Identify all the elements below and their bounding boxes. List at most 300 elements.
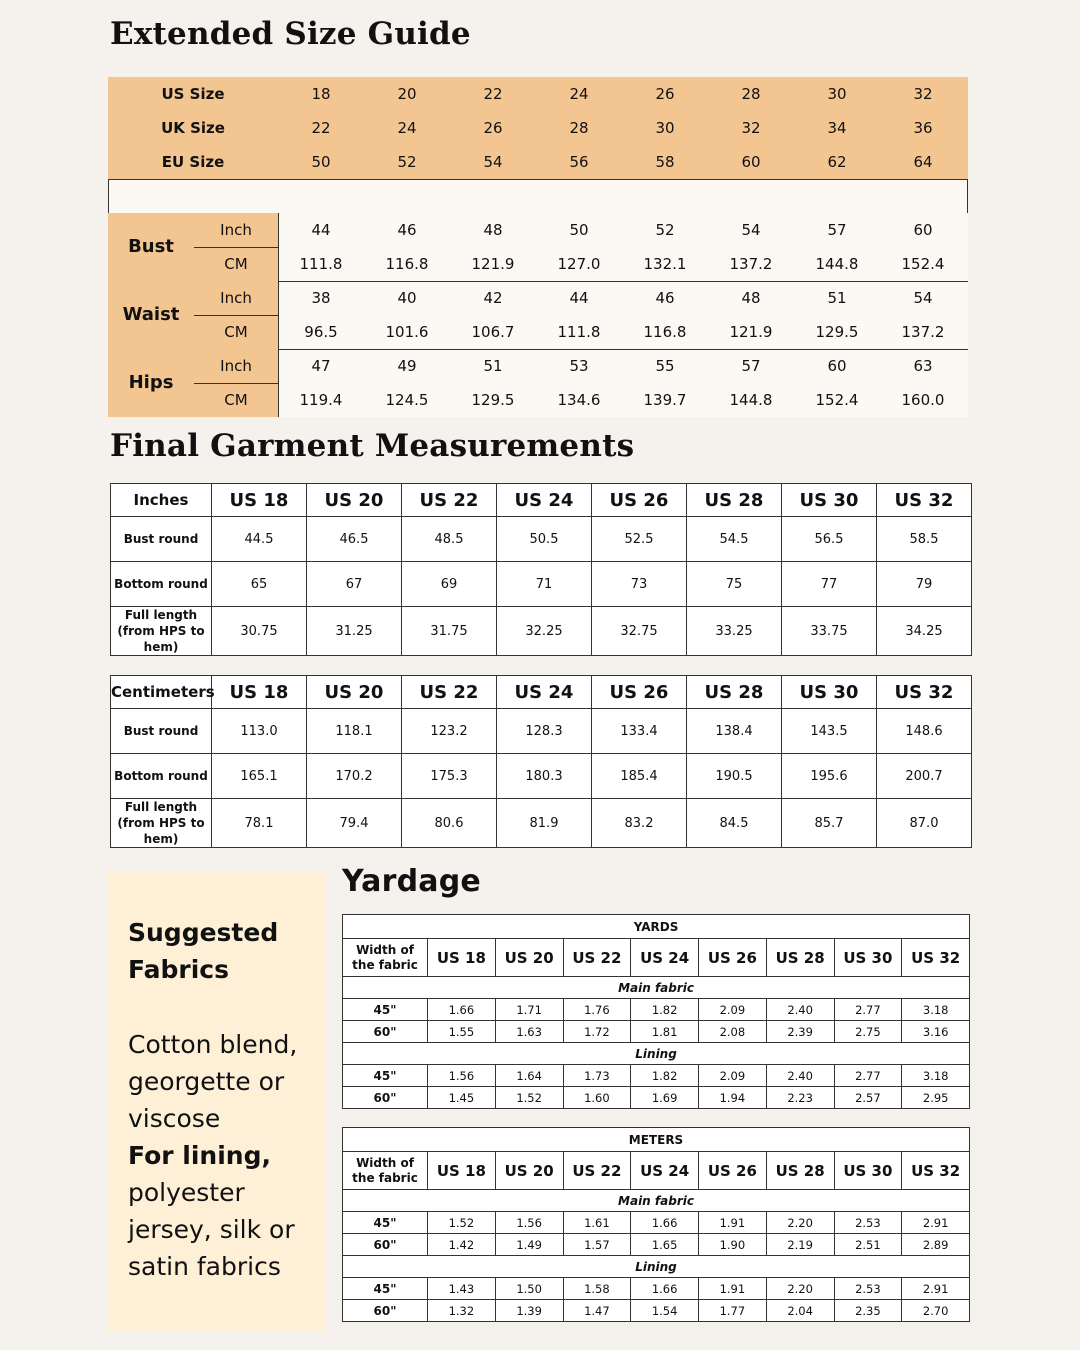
measurement-cell: 170.2 [307, 754, 402, 799]
measurement-cell: 65 [212, 562, 307, 607]
unit-label: Centimeters [111, 676, 212, 709]
measurement-cell: 85.7 [782, 799, 877, 848]
yardage-cell: 1.73 [563, 1065, 631, 1087]
size-column-header: US 26 [699, 1152, 767, 1190]
measurement-cell: 30.75 [212, 607, 307, 656]
width-label: Width of the fabric [343, 1152, 428, 1190]
yardage-cell: 1.82 [631, 1065, 699, 1087]
yardage-cell: 1.50 [495, 1278, 563, 1300]
measure-value: 46 [397, 221, 417, 239]
measurement-cell: 33.75 [782, 607, 877, 656]
measurement-cell: 48.5 [402, 517, 497, 562]
table-row [343, 1234, 970, 1256]
yardage-cell: 2.75 [834, 1021, 902, 1043]
yardage-cell: 2.51 [834, 1234, 902, 1256]
yardage-cell: 1.56 [495, 1212, 563, 1234]
measure-value: 116.8 [385, 255, 429, 273]
measurement-cell: 190.5 [687, 754, 782, 799]
section-label: Lining [343, 1256, 970, 1278]
fabric-width: 60" [343, 1300, 428, 1322]
measure-divider [278, 349, 968, 350]
table-row [111, 562, 972, 607]
yardage-cell: 2.53 [834, 1212, 902, 1234]
measurement-cell: 143.5 [782, 709, 877, 754]
measure-value: 127.0 [557, 255, 601, 273]
measure-value: 52 [655, 221, 675, 239]
yardage-table-meters [342, 1127, 970, 1322]
yardage-cell: 1.45 [428, 1087, 496, 1109]
measurement-cell: 185.4 [592, 754, 687, 799]
size-guide-divider-row [108, 179, 968, 214]
measurement-cell: 44.5 [212, 517, 307, 562]
row-label: Bottom round [111, 754, 212, 799]
section-label: Main fabric [343, 1190, 970, 1212]
yardage-cell: 3.18 [902, 999, 970, 1021]
measure-value: 51 [483, 357, 503, 375]
yardage-cell: 1.94 [699, 1087, 767, 1109]
section-row [343, 1043, 970, 1065]
measure-value: 63 [913, 357, 933, 375]
measure-value: 96.5 [304, 323, 338, 341]
yardage-cell: 1.72 [563, 1021, 631, 1043]
measurement-cell: 195.6 [782, 754, 877, 799]
yardage-cell: 3.18 [902, 1065, 970, 1087]
section-row [343, 1190, 970, 1212]
suggested-fabrics-panel [108, 872, 325, 1332]
yardage-cell: 1.49 [495, 1234, 563, 1256]
size-guide-header [108, 77, 968, 179]
size-column-header: US 20 [307, 484, 402, 517]
measure-value: 57 [827, 221, 847, 239]
section-label: Lining [343, 1043, 970, 1065]
yardage-cell: 2.40 [766, 999, 834, 1021]
measurement-cell: 75 [687, 562, 782, 607]
size-column-header: US 32 [877, 676, 972, 709]
measurement-cell: 200.7 [877, 754, 972, 799]
fabric-width: 45" [343, 1212, 428, 1234]
fabrics-lining-text: polyester jersey, silk or satin fabrics [128, 1178, 295, 1281]
measurement-cell: 118.1 [307, 709, 402, 754]
fabrics-main-text: Cotton blend, georgette or viscose [128, 1030, 298, 1133]
yardage-cell: 2.91 [902, 1278, 970, 1300]
measurement-cell: 46.5 [307, 517, 402, 562]
yardage-cell: 1.82 [631, 999, 699, 1021]
measure-value: 121.9 [471, 255, 515, 273]
size-header-value: 22 [483, 85, 503, 103]
measure-value: 44 [569, 289, 589, 307]
measurement-cell: 78.1 [212, 799, 307, 848]
size-column-header: US 30 [834, 939, 902, 977]
measure-value: 134.6 [557, 391, 601, 409]
measure-value: 54 [741, 221, 761, 239]
garment-title: Final Garment Measurements [110, 428, 635, 464]
yardage-cell: 2.23 [766, 1087, 834, 1109]
size-column-header: US 24 [631, 939, 699, 977]
yardage-cell: 2.70 [902, 1300, 970, 1322]
measure-value: 49 [397, 357, 417, 375]
garment-header-row [111, 676, 972, 709]
measurement-cell: 32.25 [497, 607, 592, 656]
yardage-cell: 2.09 [699, 1065, 767, 1087]
yardage-cell: 2.35 [834, 1300, 902, 1322]
measure-unit: Inch [220, 357, 252, 375]
yardage-unit-label: METERS [343, 1128, 970, 1152]
size-header-value: 36 [913, 119, 933, 137]
measure-name: Waist [122, 304, 180, 325]
section-row [343, 1256, 970, 1278]
measure-value: 152.4 [815, 391, 859, 409]
measure-value: 137.2 [901, 323, 945, 341]
size-column-header: US 28 [687, 484, 782, 517]
measure-unit: Inch [220, 221, 252, 239]
yardage-cell: 1.71 [495, 999, 563, 1021]
yardage-cell: 2.77 [834, 1065, 902, 1087]
yardage-cell: 1.58 [563, 1278, 631, 1300]
size-column-header: US 26 [592, 676, 687, 709]
yardage-cell: 1.55 [428, 1021, 496, 1043]
table-row [343, 999, 970, 1021]
size-column-header: US 26 [699, 939, 767, 977]
size-header-value: 58 [655, 153, 675, 171]
yardage-cell: 2.39 [766, 1021, 834, 1043]
yardage-cell: 2.04 [766, 1300, 834, 1322]
measure-unit: CM [224, 255, 248, 273]
measurement-cell: 31.75 [402, 607, 497, 656]
measurement-cell: 32.75 [592, 607, 687, 656]
measurement-cell: 54.5 [687, 517, 782, 562]
measure-value: 50 [569, 221, 589, 239]
measure-unit: CM [224, 323, 248, 341]
measure-group [108, 349, 278, 417]
size-header-row [108, 77, 968, 111]
fabrics-text [128, 1026, 322, 1285]
measure-value: 60 [913, 221, 933, 239]
measure-value: 144.8 [729, 391, 773, 409]
size-column-header: US 22 [402, 676, 497, 709]
garment-table-inches [110, 483, 972, 656]
measure-value: 55 [655, 357, 675, 375]
measure-value: 46 [655, 289, 675, 307]
size-column-header: US 18 [212, 676, 307, 709]
unit-divider [194, 247, 278, 248]
measure-value: 132.1 [643, 255, 687, 273]
measurement-cell: 56.5 [782, 517, 877, 562]
fabric-width: 45" [343, 1278, 428, 1300]
size-column-header: US 22 [563, 1152, 631, 1190]
measurement-cell: 50.5 [497, 517, 592, 562]
yardage-cell: 1.77 [699, 1300, 767, 1322]
measure-value: 48 [741, 289, 761, 307]
size-column-header: US 32 [902, 939, 970, 977]
measure-name: Bust [128, 236, 174, 257]
row-label: Full length (from HPS to hem) [111, 607, 212, 656]
size-column-header: US 28 [766, 1152, 834, 1190]
size-guide-table [108, 77, 968, 417]
size-header-label: US Size [161, 85, 225, 103]
measurement-cell: 175.3 [402, 754, 497, 799]
size-column-header: US 24 [497, 484, 592, 517]
size-column-header: US 24 [497, 676, 592, 709]
yardage-cell: 1.32 [428, 1300, 496, 1322]
measurement-cell: 79 [877, 562, 972, 607]
row-label: Full length (from HPS to hem) [111, 799, 212, 848]
measure-value: 111.8 [299, 255, 343, 273]
fabrics-title: Suggested Fabrics [128, 918, 279, 984]
size-column-header: US 20 [495, 1152, 563, 1190]
measurement-cell: 33.25 [687, 607, 782, 656]
size-header-value: 28 [569, 119, 589, 137]
measurement-cell: 148.6 [877, 709, 972, 754]
yardage-unit-row [343, 915, 970, 939]
yardage-cell: 2.77 [834, 999, 902, 1021]
measure-value: 160.0 [901, 391, 945, 409]
measure-value: 129.5 [815, 323, 859, 341]
measure-unit: Inch [220, 289, 252, 307]
measure-divider [278, 281, 968, 282]
yardage-cell: 1.81 [631, 1021, 699, 1043]
yardage-cell: 2.19 [766, 1234, 834, 1256]
measure-value: 124.5 [385, 391, 429, 409]
size-header-value: 64 [913, 153, 933, 171]
unit-divider [194, 315, 278, 316]
size-column-header: US 18 [428, 939, 496, 977]
measure-value: 47 [311, 357, 331, 375]
measurement-cell: 34.25 [877, 607, 972, 656]
table-row [343, 1065, 970, 1087]
yardage-cell: 1.64 [495, 1065, 563, 1087]
yardage-cell: 1.91 [699, 1278, 767, 1300]
size-guide-body [278, 213, 968, 417]
unit-divider [194, 383, 278, 384]
size-column-header: US 18 [428, 1152, 496, 1190]
yardage-cell: 2.95 [902, 1087, 970, 1109]
size-column-header: US 28 [766, 939, 834, 977]
measurement-cell: 133.4 [592, 709, 687, 754]
size-header-value: 60 [741, 153, 761, 171]
measure-value: 119.4 [299, 391, 343, 409]
size-header-value: 56 [569, 153, 589, 171]
yardage-cell: 1.47 [563, 1300, 631, 1322]
size-header-value: 62 [827, 153, 847, 171]
yardage-unit-label: YARDS [343, 915, 970, 939]
measure-name: Hips [128, 372, 174, 393]
measure-value: 60 [827, 357, 847, 375]
size-column-header: US 30 [782, 484, 877, 517]
measure-value: 38 [311, 289, 331, 307]
measure-value: 121.9 [729, 323, 773, 341]
yardage-cell: 1.66 [631, 1212, 699, 1234]
measurement-cell: 73 [592, 562, 687, 607]
yardage-header-row [343, 1152, 970, 1190]
fabric-width: 45" [343, 1065, 428, 1087]
table-row [111, 517, 972, 562]
yardage-cell: 2.09 [699, 999, 767, 1021]
table-row [111, 799, 972, 848]
measurement-cell: 71 [497, 562, 592, 607]
size-column-header: US 32 [902, 1152, 970, 1190]
measure-unit: CM [224, 391, 248, 409]
measurement-cell: 123.2 [402, 709, 497, 754]
size-column-header: US 30 [834, 1152, 902, 1190]
size-column-header: US 22 [402, 484, 497, 517]
size-header-value: 32 [741, 119, 761, 137]
section-row [343, 977, 970, 999]
fabrics-lining-label: For lining, [128, 1141, 271, 1170]
yardage-cell: 1.42 [428, 1234, 496, 1256]
size-header-value: 30 [827, 85, 847, 103]
measurement-cell: 69 [402, 562, 497, 607]
yardage-cell: 2.53 [834, 1278, 902, 1300]
size-header-row [108, 145, 968, 179]
measure-value: 152.4 [901, 255, 945, 273]
yardage-cell: 2.89 [902, 1234, 970, 1256]
yardage-cell: 1.60 [563, 1087, 631, 1109]
size-header-label: UK Size [161, 119, 225, 137]
section-label: Main fabric [343, 977, 970, 999]
size-header-value: 26 [655, 85, 675, 103]
measurement-cell: 52.5 [592, 517, 687, 562]
size-header-value: 28 [741, 85, 761, 103]
yardage-cell: 1.57 [563, 1234, 631, 1256]
measure-group [108, 213, 278, 281]
measurement-cell: 31.25 [307, 607, 402, 656]
size-column-header: US 18 [212, 484, 307, 517]
size-header-value: 26 [483, 119, 503, 137]
table-row [343, 1212, 970, 1234]
measure-value: 53 [569, 357, 589, 375]
size-column-header: US 26 [592, 484, 687, 517]
fabric-width: 60" [343, 1234, 428, 1256]
measurement-cell: 87.0 [877, 799, 972, 848]
measure-group [108, 281, 278, 349]
measure-value: 111.8 [557, 323, 601, 341]
fabric-width: 45" [343, 999, 428, 1021]
yardage-cell: 1.52 [495, 1087, 563, 1109]
table-row [111, 709, 972, 754]
garment-header-row [111, 484, 972, 517]
yardage-cell: 1.56 [428, 1065, 496, 1087]
table-row [111, 607, 972, 656]
yardage-cell: 2.40 [766, 1065, 834, 1087]
yardage-unit-row [343, 1128, 970, 1152]
measurement-cell: 80.6 [402, 799, 497, 848]
yardage-header-row [343, 939, 970, 977]
yardage-table-yards [342, 914, 970, 1109]
size-header-value: 50 [311, 153, 331, 171]
size-header-value: 24 [397, 119, 417, 137]
yardage-cell: 1.65 [631, 1234, 699, 1256]
measure-value: 101.6 [385, 323, 429, 341]
table-row [343, 1300, 970, 1322]
unit-label: Inches [111, 484, 212, 517]
yardage-cell: 1.76 [563, 999, 631, 1021]
size-header-value: 32 [913, 85, 933, 103]
yardage-cell: 2.20 [766, 1212, 834, 1234]
measurement-cell: 180.3 [497, 754, 592, 799]
measurement-cell: 58.5 [877, 517, 972, 562]
measure-value: 144.8 [815, 255, 859, 273]
fabric-width: 60" [343, 1021, 428, 1043]
table-row [343, 1087, 970, 1109]
measure-value: 116.8 [643, 323, 687, 341]
yardage-cell: 2.20 [766, 1278, 834, 1300]
size-header-label: EU Size [161, 153, 225, 171]
measurement-cell: 81.9 [497, 799, 592, 848]
size-header-value: 20 [397, 85, 417, 103]
row-label: Bottom round [111, 562, 212, 607]
measure-value: 51 [827, 289, 847, 307]
yardage-title: Yardage [342, 864, 481, 899]
yardage-cell: 1.91 [699, 1212, 767, 1234]
measurement-cell: 67 [307, 562, 402, 607]
yardage-cell: 1.54 [631, 1300, 699, 1322]
measure-value: 129.5 [471, 391, 515, 409]
measure-value: 48 [483, 221, 503, 239]
measurement-cell: 79.4 [307, 799, 402, 848]
yardage-cell: 2.91 [902, 1212, 970, 1234]
measurement-cell: 128.3 [497, 709, 592, 754]
size-header-value: 34 [827, 119, 847, 137]
yardage-cell: 1.90 [699, 1234, 767, 1256]
yardage-cell: 2.08 [699, 1021, 767, 1043]
size-header-value: 52 [397, 153, 417, 171]
yardage-cell: 2.57 [834, 1087, 902, 1109]
measurement-cell: 165.1 [212, 754, 307, 799]
size-guide-measure-labels [108, 213, 278, 417]
measure-value: 54 [913, 289, 933, 307]
size-header-value: 54 [483, 153, 503, 171]
row-label: Bust round [111, 517, 212, 562]
measure-value: 57 [741, 357, 761, 375]
yardage-cell: 1.66 [631, 1278, 699, 1300]
measurement-cell: 84.5 [687, 799, 782, 848]
size-column-header: US 28 [687, 676, 782, 709]
size-column-header: US 24 [631, 1152, 699, 1190]
row-label: Bust round [111, 709, 212, 754]
width-label: Width of the fabric [343, 939, 428, 977]
measure-value: 44 [311, 221, 331, 239]
yardage-cell: 1.69 [631, 1087, 699, 1109]
size-column-header: US 20 [495, 939, 563, 977]
column-divider [278, 213, 279, 417]
measure-value: 40 [397, 289, 417, 307]
measure-value: 106.7 [471, 323, 515, 341]
yardage-cell: 1.63 [495, 1021, 563, 1043]
yardage-cell: 1.43 [428, 1278, 496, 1300]
table-row [343, 1021, 970, 1043]
size-header-value: 18 [311, 85, 331, 103]
size-column-header: US 32 [877, 484, 972, 517]
yardage-cell: 1.52 [428, 1212, 496, 1234]
measure-value: 139.7 [643, 391, 687, 409]
measurement-cell: 83.2 [592, 799, 687, 848]
table-row [343, 1278, 970, 1300]
measure-value: 137.2 [729, 255, 773, 273]
garment-table-centimeters [110, 675, 972, 848]
measurement-cell: 77 [782, 562, 877, 607]
yardage-cell: 1.66 [428, 999, 496, 1021]
size-column-header: US 30 [782, 676, 877, 709]
size-header-value: 22 [311, 119, 331, 137]
measure-value: 42 [483, 289, 503, 307]
measurement-cell: 113.0 [212, 709, 307, 754]
fabric-width: 60" [343, 1087, 428, 1109]
size-guide-title: Extended Size Guide [110, 16, 471, 52]
table-row [111, 754, 972, 799]
yardage-cell: 1.61 [563, 1212, 631, 1234]
size-column-header: US 20 [307, 676, 402, 709]
size-column-header: US 22 [563, 939, 631, 977]
